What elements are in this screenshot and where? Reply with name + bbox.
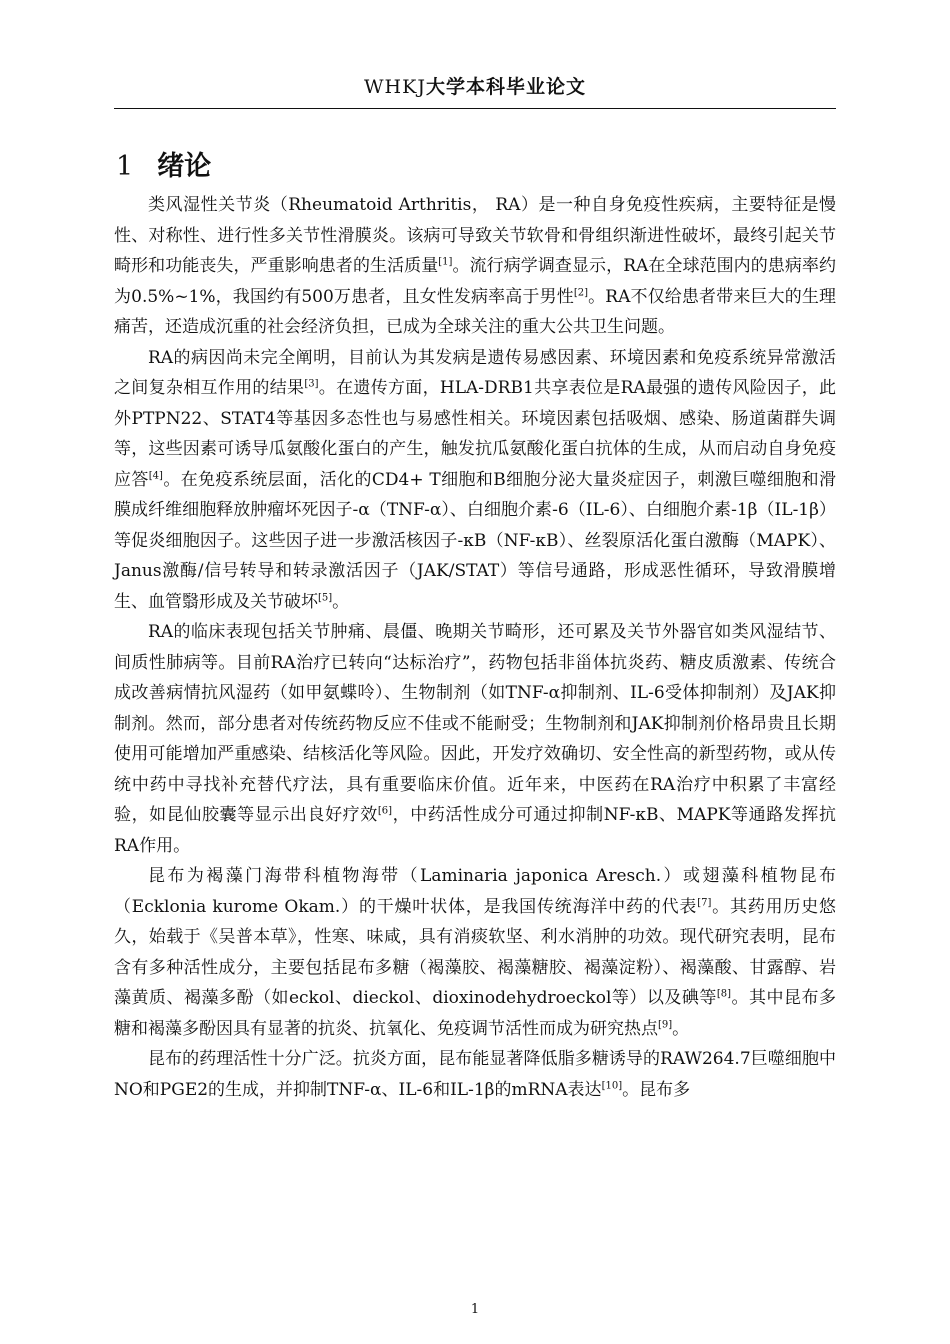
header-title: 大学本科毕业论文 <box>425 76 586 98</box>
citation-4: [4] <box>148 469 163 481</box>
paragraph-text: 。 <box>672 1018 690 1039</box>
citation-9: [9] <box>658 1018 673 1030</box>
page-number: 1 <box>470 1302 480 1317</box>
header-prefix: WHKJ <box>364 76 426 98</box>
citation-5: [5] <box>318 591 333 603</box>
paragraph-text: 。在遗传方面，HLA-DRB1共享表位是RA最强的遗传风险因子，此外PTPN22、STAT4等基因多态性也与易感性相关。环境因素包括吸烟、感染、肠道菌群失调等，这些因素可诱导瓜氨酸化蛋白的产生，触发抗瓜氨酸化蛋白抗体的生成，从而启动自身免疫应答 <box>114 378 837 490</box>
paragraph-5 <box>114 1044 836 1105</box>
paragraph-text: 。 <box>332 591 350 612</box>
running-header <box>114 72 836 99</box>
paragraph-3 <box>114 617 836 861</box>
chapter-title: 绪论 <box>157 151 212 182</box>
paragraph-text: 。在免疫系统层面，活化的CD4+ T细胞和B细胞分泌大量炎症因子，刺激巨噬细胞和滑膜成纤维细胞释放肿瘤坏死因子-α（TNF-α）、白细胞介素-6（IL-6）、白细胞介素-1β（IL-1β）等促炎细胞因子。这些因子进一步激活核因子-κB（NF-κB）、丝裂原活化蛋白激酶（MAPK）、Janus激酶/信号转导和转录激活因子（JAK/STAT）等信号通路，形成恶性循环，导致滑膜增生、血管翳形成及关节破坏 <box>114 469 836 612</box>
citation-7: [7] <box>697 896 712 908</box>
body-text <box>114 190 836 1105</box>
paragraph-2 <box>114 343 836 618</box>
citation-3: [3] <box>304 378 319 390</box>
paragraph-text: 。其药用历史悠久，始载于《吴普本草》，性寒、味咸，具有消痰软坚、利水消肿的功效。现代研究表明，昆布含有多种活性成分，主要包括昆布多糖（褐藻胶、褐藻糖胶、褐藻淀粉）、褐藻酸、甘露醇、岩藻黄质、褐藻多酚（如eckol、dieckol、dioxinodehydroeckol等）以及碘等 <box>114 896 836 1008</box>
citation-8: [8] <box>716 988 732 1000</box>
citation-2: [2] <box>573 286 589 298</box>
paragraph-text: 。RA不仅给患者带来巨大的生理痛苦，还造成沉重的社会经济负担，已成为全球关注的重大公共卫生问题。 <box>114 286 836 337</box>
citation-6: [6] <box>377 805 393 817</box>
paragraph-text: RA的临床表现包括关节肿痛、晨僵、晚期关节畸形，还可累及关节外器官如类风湿结节、间质性肺病等。目前RA治疗已转向“达标治疗”，药物包括非甾体抗炎药、糖皮质激素、传统合成改善病情抗风湿药（如甲氨蝶呤）、生物制剂（如TNF-α抑制剂、IL-6受体抑制剂）及JAK抑制剂。然而，部分患者对传统药物反应不佳或不能耐受；生物制剂和JAK抑制剂价格昂贵且长期使用可能增加严重感染、结核活化等风险。因此，开发疗效确切、安全性高的新型药物，或从传统中药中寻找补充替代疗法，具有重要临床价值。近年来，中医药在RA治疗中积累了丰富经验，如昆仙胶囊等显示出良好疗效 <box>114 622 836 825</box>
paragraph-text: 。昆布多 <box>622 1079 691 1100</box>
citation-1: [1] <box>438 256 453 268</box>
paragraph-1 <box>114 190 836 343</box>
chapter-number: 1 <box>116 151 134 182</box>
chapter-heading <box>116 144 211 183</box>
paragraph-text: 。流行病学调查显示，RA在全球范围内的患病率约为0.5%~1%，我国约有500万患者，且女性发病率高于男性 <box>114 256 837 307</box>
paragraph-text: 。其中昆布多糖和褐藻多酚因具有显著的抗炎、抗氧化、免疫调节活性而成为研究热点 <box>114 988 837 1039</box>
paragraph-text: RA的病因尚未完全阐明，目前认为其发病是遗传易感因素、环境因素和免疫系统异常激活之间复杂相互作用的结果 <box>114 347 836 398</box>
paragraph-text: ，中药活性成分可通过抑制NF-κB、MAPK等通路发挥抗RA作用。 <box>114 805 837 856</box>
paragraph-text: 类风湿性关节炎（Rheumatoid Arthritis， RA）是一种自身免疫性疾病，主要特征是慢性、对称性、进行性多关节性滑膜炎。该病可导致关节软骨和骨组织渐进性破坏，最终引起关节畸形和功能丧失，严重影响患者的生活质量 <box>114 195 836 276</box>
citation-10: [10] <box>601 1079 623 1091</box>
paragraph-text: 昆布的药理活性十分广泛。抗炎方面，昆布能显著降低脂多糖诱导的RAW264.7巨噬细胞中NO和PGE2的生成，并抑制TNF-α、IL-6和IL-1β的mRNA表达 <box>114 1049 836 1100</box>
paragraph-4 <box>114 861 836 1044</box>
paragraph-text: 昆布为褐藻门海带科植物海带（Laminaria japonica Aresch.）或翅藻科植物昆布（Ecklonia kurome Okam.）的干燥叶状体，是我国传统海洋中药的代表 <box>114 866 836 917</box>
header-rule <box>114 108 836 109</box>
